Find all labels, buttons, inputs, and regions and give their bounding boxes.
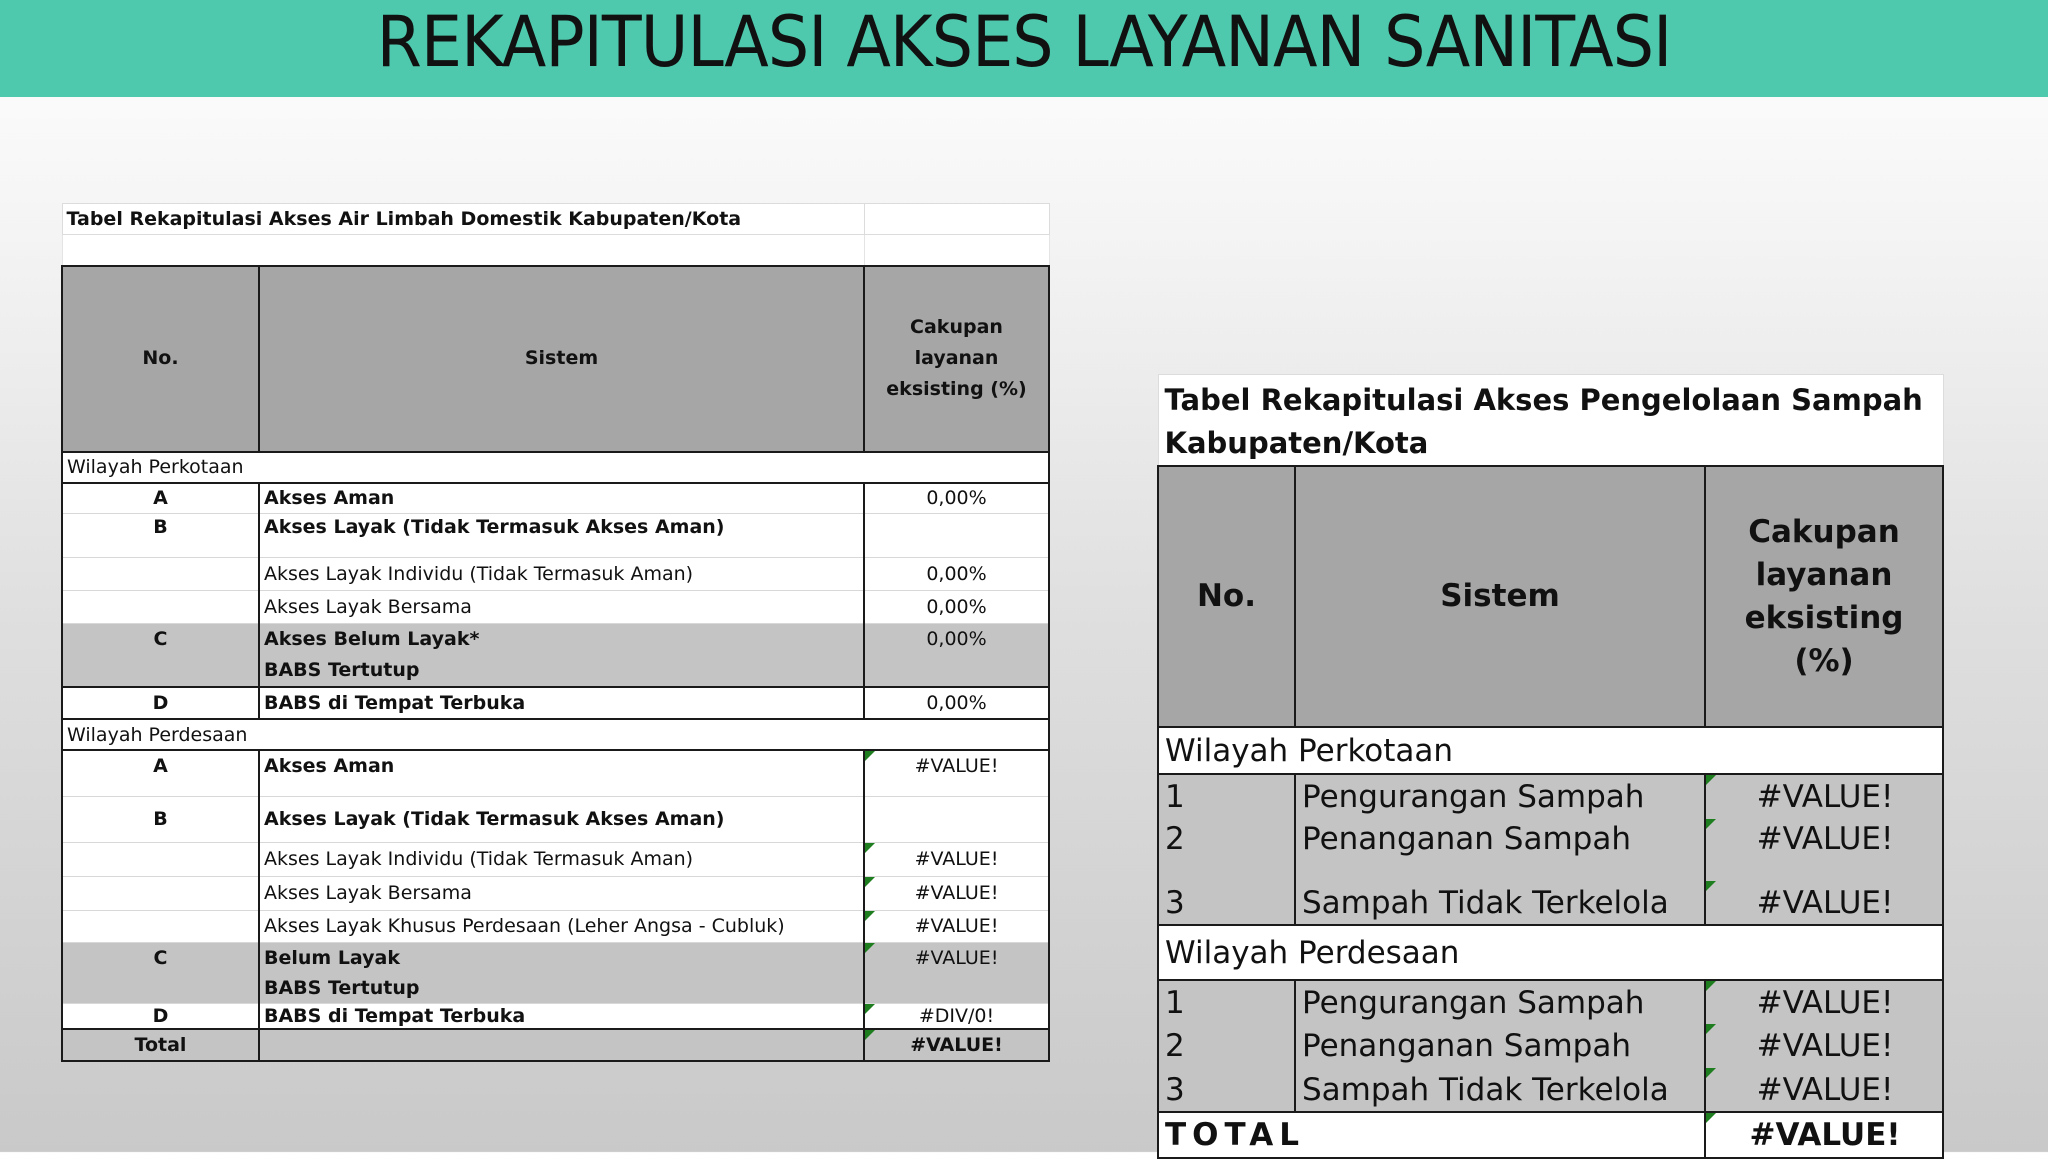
section-perdesaan: Wilayah Perdesaan <box>62 719 1049 750</box>
row-no: A <box>62 750 259 796</box>
table-caption: Tabel Rekapitulasi Akses Air Limbah Domestik Kabupaten/Kota <box>62 204 864 235</box>
total-value: #VALUE! <box>864 1029 1049 1061</box>
row-sistem: Akses Layak Individu (Tidak Termasuk Aman) <box>259 842 864 876</box>
row-sistem: Akses Aman <box>259 750 864 796</box>
row-sistem: Akses Aman <box>259 483 864 514</box>
title-banner <box>0 0 2048 97</box>
row-value: #DIV/0! <box>864 1003 1049 1029</box>
row-no <box>62 876 259 910</box>
blank-cell <box>864 235 1049 266</box>
row-sistem: Pengurangan Sampah <box>1295 774 1705 819</box>
row-no: D <box>62 1003 259 1029</box>
row-no: 1 <box>1158 980 1295 1024</box>
row-value: 0,00% <box>864 558 1049 591</box>
section-perdesaan: Wilayah Perdesaan <box>1158 925 1943 980</box>
row-value: #VALUE! <box>1705 881 1943 925</box>
row-sistem: BABS di Tempat Terbuka <box>259 687 864 719</box>
row-sistem-line1: Belum Layak <box>264 946 401 969</box>
row-no: 1 <box>1158 774 1295 819</box>
row-sistem: Akses Layak (Tidak Termasuk Akses Aman) <box>259 796 864 842</box>
row-value: #VALUE! <box>864 910 1049 942</box>
row-value: #VALUE! <box>1705 980 1943 1024</box>
header-no: No. <box>1158 466 1295 727</box>
total-empty <box>259 1029 864 1061</box>
header-sistem: Sistem <box>1295 466 1705 727</box>
row-sistem: Sampah Tidak Terkelola <box>1295 1068 1705 1112</box>
header-no: No. <box>62 266 259 452</box>
section-perkotaan: Wilayah Perkotaan <box>62 452 1049 483</box>
row-value: #VALUE! <box>1705 1024 1943 1068</box>
row-sistem-line2: BABS Tertutup <box>264 976 420 999</box>
row-sistem: BABS di Tempat Terbuka <box>259 1003 864 1029</box>
row-no: D <box>62 687 259 719</box>
header-cakupan: Cakupan layanan eksisting (%) <box>1705 466 1943 727</box>
row-no: C <box>62 624 259 688</box>
row-sistem-line2: BABS Tertutup <box>264 659 420 681</box>
header-sistem: Sistem <box>259 266 864 452</box>
row-sistem: Akses Layak (Tidak Termasuk Akses Aman) <box>259 514 864 558</box>
row-sistem: Akses Layak Bersama <box>259 591 864 624</box>
blank-row <box>62 235 864 266</box>
row-sistem-line1: Akses Belum Layak* <box>264 628 480 650</box>
row-sistem: Penanganan Sampah <box>1295 1024 1705 1068</box>
row-value: 0,00% <box>864 483 1049 514</box>
row-value: #VALUE! <box>1705 774 1943 819</box>
table-caption: Tabel Rekapitulasi Akses Pengelolaan Sampah Kabupaten/Kota <box>1158 375 1943 467</box>
total-label: TOTAL <box>1158 1112 1705 1158</box>
header-cakupan: Cakupan layanan eksisting (%) <box>864 266 1049 452</box>
row-no: B <box>62 796 259 842</box>
row-value <box>864 514 1049 558</box>
row-no: C <box>62 942 259 1003</box>
row-value: 0,00% <box>864 624 1049 688</box>
row-no: A <box>62 483 259 514</box>
row-sistem: Akses Layak Individu (Tidak Termasuk Aman) <box>259 558 864 591</box>
sampah-table <box>1157 374 1944 1159</box>
page-title: REKAPITULASI AKSES LAYANAN SANITASI <box>376 1 1672 83</box>
row-value: 0,00% <box>864 687 1049 719</box>
row-sistem <box>259 942 864 1003</box>
row-no <box>62 910 259 942</box>
row-no: 2 <box>1158 819 1295 881</box>
row-value: #VALUE! <box>864 942 1049 1003</box>
total-label: Total <box>62 1029 259 1061</box>
row-value <box>864 796 1049 842</box>
row-no: 3 <box>1158 881 1295 925</box>
row-value: #VALUE! <box>1705 1068 1943 1112</box>
row-no: 2 <box>1158 1024 1295 1068</box>
row-value: 0,00% <box>864 591 1049 624</box>
row-sistem <box>259 624 864 688</box>
row-no: 3 <box>1158 1068 1295 1112</box>
row-value: #VALUE! <box>864 842 1049 876</box>
row-value: #VALUE! <box>864 750 1049 796</box>
row-sistem: Akses Layak Khusus Perdesaan (Leher Angsa - Cubluk) <box>259 910 864 942</box>
row-sistem: Penanganan Sampah <box>1295 819 1705 881</box>
row-no: B <box>62 514 259 558</box>
air-limbah-table <box>61 203 1050 1062</box>
row-value: #VALUE! <box>1705 819 1943 881</box>
table-caption-empty <box>864 204 1049 235</box>
row-value: #VALUE! <box>864 876 1049 910</box>
row-no <box>62 842 259 876</box>
row-no <box>62 591 259 624</box>
section-perkotaan: Wilayah Perkotaan <box>1158 727 1943 774</box>
row-sistem: Sampah Tidak Terkelola <box>1295 881 1705 925</box>
row-no <box>62 558 259 591</box>
row-sistem: Pengurangan Sampah <box>1295 980 1705 1024</box>
row-sistem: Akses Layak Bersama <box>259 876 864 910</box>
total-value: #VALUE! <box>1705 1112 1943 1158</box>
